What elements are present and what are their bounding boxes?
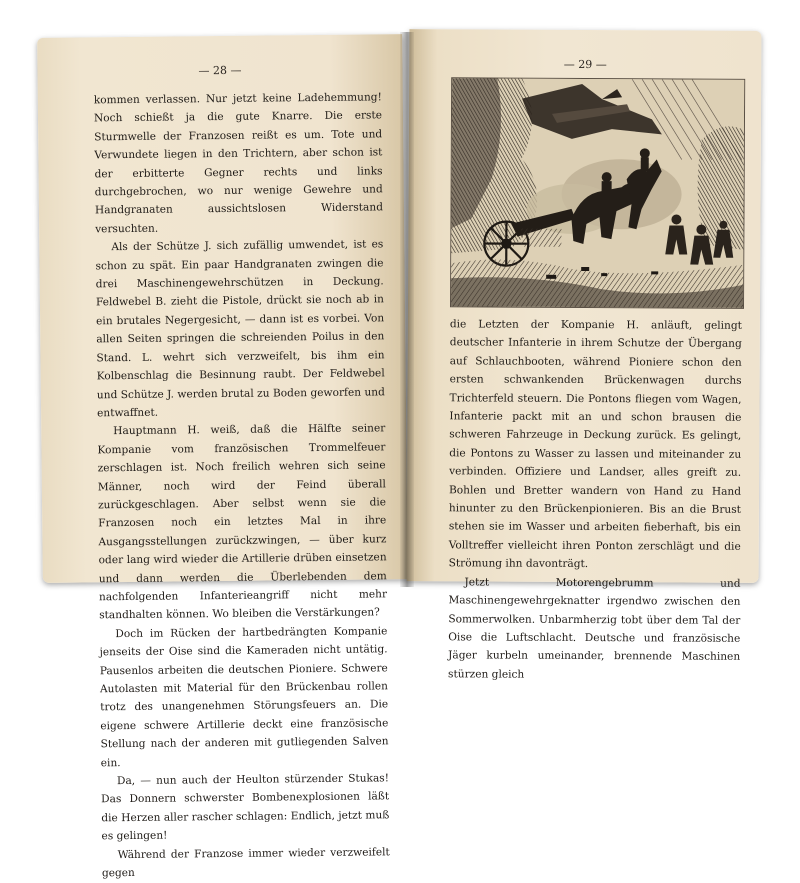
- paragraph: Während der Franzose immer wieder verzweifelt gegen: [102, 843, 390, 883]
- paragraph: Jetzt Motorengebrumm und Maschinengewehrgeknatter irgendwo zwischen den Sommerwolken. Unbarmherzig tobt über dem Tal der Oise die Luftschlacht. Deutsche und französische Jäger kurbeln umeinander, brennende Maschinen stürzen gleich: [448, 573, 741, 685]
- paragraph: Als der Schütze J. sich zufällig umwendet, ist es schon zu spät. Ein paar Handgranaten zwingen die drei Maschinengewehrschützen in Deckung. Feldwebel B. zieht die Pistole, drückt sie noch ab in ein brutales Negergesicht, — dann ist es vorbei. Von allen Seiten springen die schreienden Poilus in den Stand. L. wehrt sich verzweifelt, bis ihm ein Kolbenschlag die Besinnung raubt. Der Feldwebel und Schütze J. werden brutal zu Boden geworfen und entwaffnet.: [95, 236, 385, 423]
- paragraph: die Letzten der Kompanie H. anläuft, gelingt deutscher Infanterie in ihrem Schutze der Übergang auf Schlauchbooten, während Pioniere schon den ersten schwankenden Brückenwagen durchs Trichterfeld steuern. Die Pontons fliegen vom Wagen, Infanterie packt mit an und schon brausen die schweren Fahrzeuge in Deckung zurück. Es gelingt, die Pontons zu Wasser zu lassen und miteinander zu verbinden. Offiziere und Landser, alles greift zu. Bohlen und Bretter wandern von Hand zu Hand hinunter zu den Brückenpionieren. Bis an die Brust stehen sie im Wasser und arbeiten fieberhaft, bis ein Volltreffer vielleicht ihren Ponton zerschlägt und die Strömung ihn davonträgt.: [449, 315, 742, 574]
- left-page: [37, 34, 408, 583]
- open-book: [30, 22, 770, 592]
- left-page-text: [94, 88, 390, 882]
- right-page-text: [448, 315, 742, 685]
- page-number-left: — 28 —: [37, 62, 402, 79]
- paragraph: Doch im Rücken der hartbedrängten Kompanie jenseits der Oise sind die Kameraden nicht untätig. Pausenlos arbeiten die deutschen Pioniere. Schwere Autolasten mit Material für den Brückenbau rollen trotz des unangenehmen Störungsfeuers an. Die eigene schwere Artillerie deckt eine französische Stellung nach der anderen mit gutliegenden Salven ein.: [99, 622, 389, 772]
- page-number-right: — 29 —: [409, 57, 761, 72]
- right-page: [407, 29, 762, 583]
- book-gutter: [400, 32, 414, 587]
- battle-scene-illustration: [450, 77, 745, 309]
- paragraph: Hauptmann H. weiß, daß die Hälfte seiner Kompanie vom französischen Trommelfeuer zerschlagen ist. Noch freilich wehren sich seine Männer, noch wird der Feind überall zurückgeschlagen. Aber selbst wenn sie die Franzosen noch ein letztes Mal in ihre Ausgangsstellungen zurückzwingen, — über kurz oder lang wird wieder die Artillerie drüben einsetzen und dann werden die Überlebenden dem nachfolgenden Infanterieangriff nicht mehr standhalten können. Wo bleiben die Verstärkungen?: [97, 420, 387, 625]
- illustration-drawing: [451, 78, 744, 308]
- paragraph: kommen verlassen. Nur jetzt keine Ladehemmung! Noch schießt ja die gute Knarre. Die erste Sturmwelle der Franzosen reißt es um. Tote und Verwundete liegen in den Trichtern, aber schon ist der erbitterte Gegner rechts und links durchgebrochen, wo nur wenige Gewehre und Handgranaten aussichtslosen Widerstand versuchten.: [94, 88, 384, 238]
- paragraph: Da, — nun auch der Heulton stürzender Stukas! Das Donnern schwerster Bombenexplosionen läßt die Herzen aller rascher schlagen: Endlich, jetzt muß es gelingen!: [101, 769, 390, 846]
